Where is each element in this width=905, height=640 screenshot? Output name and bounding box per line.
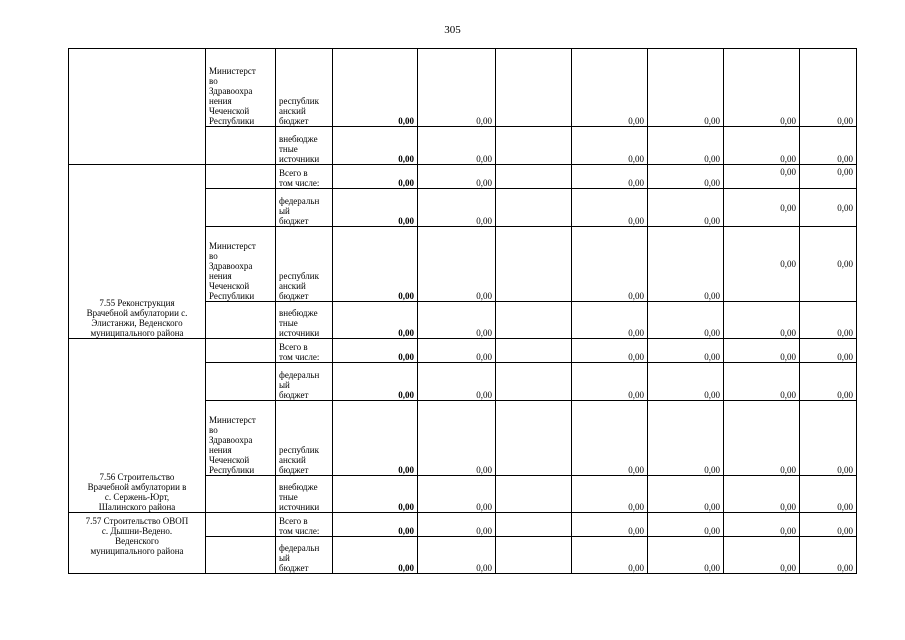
source-cell: внебюдже тные источники — [276, 302, 333, 339]
value-cell: 0,00 — [648, 339, 724, 363]
value-cell: 0,00 — [418, 49, 496, 127]
value-cell: 0,00 — [800, 363, 857, 401]
empty-cell — [496, 165, 572, 189]
value-cell: 0,00 — [800, 537, 857, 574]
value-cell: 0,00 — [648, 165, 724, 189]
executor-cell — [206, 165, 276, 189]
project-name-7-57: 7.57 Строительство ОВОП с. Дышни-Ведено. Веденского муниципального района — [69, 513, 206, 574]
value-cell: 0,00 — [418, 227, 496, 302]
value-cell: 0,00 — [648, 513, 724, 537]
value-cell: 0,00 — [800, 49, 857, 127]
value-cell: 0,00 — [800, 401, 857, 476]
executor-cell — [206, 363, 276, 401]
table-row — [69, 49, 857, 127]
value-cell: 0,00 — [800, 165, 857, 189]
budget-table — [68, 48, 857, 574]
value-cell: 0,00 — [724, 165, 800, 189]
value-cell: 0,00 — [724, 302, 800, 339]
value-cell: 0,00 — [648, 537, 724, 574]
source-cell: Всего в том числе: — [276, 339, 333, 363]
empty-cell — [496, 49, 572, 127]
value-cell: 0,00 — [418, 537, 496, 574]
value-cell: 0,00 — [333, 127, 418, 165]
executor-cell — [206, 537, 276, 574]
source-cell: республик анский бюджет — [276, 227, 333, 302]
executor-cell — [206, 513, 276, 537]
value-cell: 0,00 — [800, 339, 857, 363]
empty-cell — [496, 476, 572, 513]
value-cell: 0,00 — [648, 401, 724, 476]
value-cell: 0,00 — [800, 189, 857, 227]
value-cell: 0,00 — [572, 476, 648, 513]
value-cell: 0,00 — [333, 476, 418, 513]
value-cell: 0,00 — [648, 363, 724, 401]
executor-cell: Министерст во Здравоохра нения Чеченской Республики — [206, 49, 276, 127]
source-cell: республик анский бюджет — [276, 401, 333, 476]
value-cell: 0,00 — [724, 127, 800, 165]
value-cell: 0,00 — [724, 339, 800, 363]
value-cell: 0,00 — [724, 401, 800, 476]
empty-cell — [496, 401, 572, 476]
value-cell: 0,00 — [418, 476, 496, 513]
value-cell: 0,00 — [648, 227, 724, 302]
value-cell: 0,00 — [800, 227, 857, 302]
value-cell: 0,00 — [724, 476, 800, 513]
project-cell-continued — [69, 49, 206, 165]
value-cell: 0,00 — [724, 227, 800, 302]
source-cell: федеральн ый бюджет — [276, 537, 333, 574]
source-cell: внебюдже тные источники — [276, 127, 333, 165]
value-cell: 0,00 — [572, 401, 648, 476]
value-cell: 0,00 — [572, 49, 648, 127]
executor-cell — [206, 127, 276, 165]
value-cell: 0,00 — [333, 537, 418, 574]
value-cell: 0,00 — [572, 127, 648, 165]
value-cell: 0,00 — [800, 127, 857, 165]
executor-cell — [206, 476, 276, 513]
value-cell: 0,00 — [648, 476, 724, 513]
table-row — [69, 513, 857, 537]
value-cell: 0,00 — [800, 513, 857, 537]
value-cell: 0,00 — [333, 401, 418, 476]
value-cell: 0,00 — [724, 189, 800, 227]
value-cell: 0,00 — [648, 49, 724, 127]
empty-cell — [496, 339, 572, 363]
value-cell: 0,00 — [572, 165, 648, 189]
page-number: 305 — [444, 24, 461, 36]
empty-cell — [496, 127, 572, 165]
executor-cell — [206, 339, 276, 363]
value-cell: 0,00 — [418, 127, 496, 165]
source-cell: Всего в том числе: — [276, 165, 333, 189]
empty-cell — [496, 189, 572, 227]
empty-cell — [496, 302, 572, 339]
source-cell: Всего в том числе: — [276, 513, 333, 537]
value-cell: 0,00 — [418, 363, 496, 401]
value-cell: 0,00 — [572, 227, 648, 302]
table-row — [69, 165, 857, 189]
value-cell: 0,00 — [418, 302, 496, 339]
value-cell: 0,00 — [418, 189, 496, 227]
empty-cell — [496, 363, 572, 401]
value-cell: 0,00 — [572, 363, 648, 401]
value-cell: 0,00 — [724, 513, 800, 537]
value-cell: 0,00 — [724, 49, 800, 127]
value-cell: 0,00 — [648, 302, 724, 339]
project-name-7-56: 7.56 Строительство Врачебной амбулатории в с. Сержень-Юрт, Шалинского района — [69, 339, 206, 513]
empty-cell — [496, 513, 572, 537]
table-row — [69, 339, 857, 363]
source-cell: республик анский бюджет — [276, 49, 333, 127]
value-cell: 0,00 — [333, 513, 418, 537]
value-cell: 0,00 — [800, 302, 857, 339]
value-cell: 0,00 — [572, 302, 648, 339]
executor-cell: Министерст во Здравоохра нения Чеченской Республики — [206, 227, 276, 302]
source-cell: федеральн ый бюджет — [276, 363, 333, 401]
value-cell: 0,00 — [724, 537, 800, 574]
empty-cell — [496, 537, 572, 574]
executor-cell — [206, 302, 276, 339]
value-cell: 0,00 — [572, 513, 648, 537]
value-cell: 0,00 — [333, 302, 418, 339]
value-cell: 0,00 — [333, 227, 418, 302]
value-cell: 0,00 — [418, 513, 496, 537]
value-cell: 0,00 — [418, 401, 496, 476]
value-cell: 0,00 — [572, 537, 648, 574]
source-cell: федеральн ый бюджет — [276, 189, 333, 227]
value-cell: 0,00 — [333, 165, 418, 189]
value-cell: 0,00 — [418, 165, 496, 189]
value-cell: 0,00 — [418, 339, 496, 363]
value-cell: 0,00 — [333, 189, 418, 227]
value-cell: 0,00 — [800, 476, 857, 513]
value-cell: 0,00 — [572, 339, 648, 363]
value-cell: 0,00 — [333, 339, 418, 363]
executor-cell: Министерст во Здравоохра нения Чеченской Республики — [206, 401, 276, 476]
value-cell: 0,00 — [724, 363, 800, 401]
value-cell: 0,00 — [648, 189, 724, 227]
project-name-7-55: 7.55 Реконструкция Врачебной амбулатории с. Элистанжи, Веденского муниципального района — [69, 165, 206, 339]
value-cell: 0,00 — [572, 189, 648, 227]
source-cell: внебюдже тные источники — [276, 476, 333, 513]
value-cell: 0,00 — [648, 127, 724, 165]
empty-cell — [496, 227, 572, 302]
value-cell: 0,00 — [333, 49, 418, 127]
executor-cell — [206, 189, 276, 227]
value-cell: 0,00 — [333, 363, 418, 401]
